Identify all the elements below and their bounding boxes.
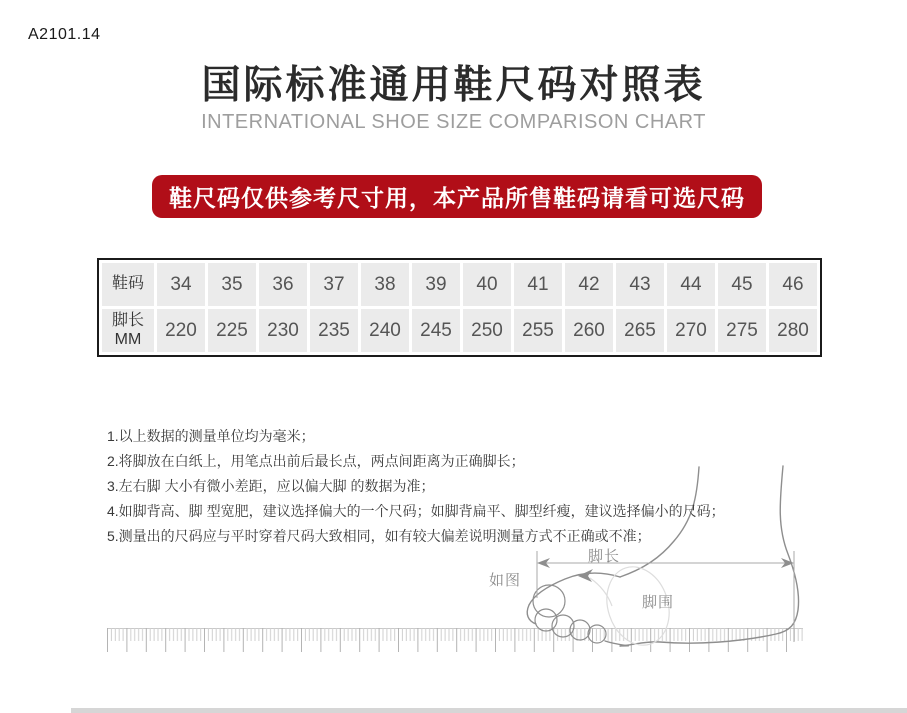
product-code: A2101.14 (28, 26, 101, 43)
length-cell: 280 (769, 309, 817, 352)
size-row-header: 鞋码 (102, 263, 154, 306)
size-cell: 45 (718, 263, 766, 306)
measurement-notes (107, 424, 827, 549)
length-cell: 220 (157, 309, 205, 352)
size-cell: 36 (259, 263, 307, 306)
length-cell: 225 (208, 309, 256, 352)
length-cell: 270 (667, 309, 715, 352)
length-cell: 255 (514, 309, 562, 352)
notice-banner-text: 鞋尺码仅供参考尺寸用，本产品所售鞋码请看可选尺码 (169, 185, 745, 211)
size-cell: 46 (769, 263, 817, 306)
note-item: 1.以上数据的测量单位均为毫米； (107, 428, 315, 444)
size-cell: 34 (157, 263, 205, 306)
length-cell: 275 (718, 309, 766, 352)
length-row-header-line1: 脚长 (111, 312, 144, 330)
size-cell: 42 (565, 263, 613, 306)
table-row-lengths (102, 309, 817, 352)
size-cell: 40 (463, 263, 511, 306)
size-cell: 35 (208, 263, 256, 306)
table-row-sizes (102, 263, 817, 306)
size-table (97, 258, 822, 357)
size-cell: 44 (667, 263, 715, 306)
bottom-divider-strip (71, 708, 907, 713)
length-cell: 260 (565, 309, 613, 352)
note-item: 5.测量出的尺码应与平时穿着尺码大致相同，如有较大偏差说明测量方式不正确或不准； (107, 528, 651, 544)
notice-banner (152, 175, 762, 218)
length-cell: 235 (310, 309, 358, 352)
note-item: 3.左右脚 大小有微小差距，应以偏大脚 的数据为准； (107, 478, 435, 494)
size-cell: 38 (361, 263, 409, 306)
page-title: 国际标准通用鞋尺码对照表 (201, 64, 706, 107)
length-cell: 245 (412, 309, 460, 352)
page-subtitle: INTERNATIONAL SHOE SIZE COMPARISON CHART (201, 111, 706, 133)
length-cell: 265 (616, 309, 664, 352)
ruler-graphic (107, 628, 803, 654)
size-cell: 39 (412, 263, 460, 306)
size-cell: 37 (310, 263, 358, 306)
size-cell: 43 (616, 263, 664, 306)
foot-length-label: 脚长 (588, 548, 621, 565)
length-row-header-line2: MM (114, 330, 142, 348)
length-cell: 250 (463, 309, 511, 352)
size-cell: 41 (514, 263, 562, 306)
length-row-header (102, 309, 154, 352)
length-cell: 230 (259, 309, 307, 352)
foot-girth-label: 脚围 (642, 594, 675, 611)
length-cell: 240 (361, 309, 409, 352)
as-shown-label: 如图 (489, 572, 522, 589)
note-item: 2.将脚放在白纸上，用笔点出前后最长点，两点间距离为正确脚长； (107, 453, 525, 469)
note-item: 4.如脚背高、脚 型宽肥，建议选择偏大的一个尺码；如脚背扁平、脚型纤瘦，建议选择偏小的尺码； (107, 503, 725, 519)
